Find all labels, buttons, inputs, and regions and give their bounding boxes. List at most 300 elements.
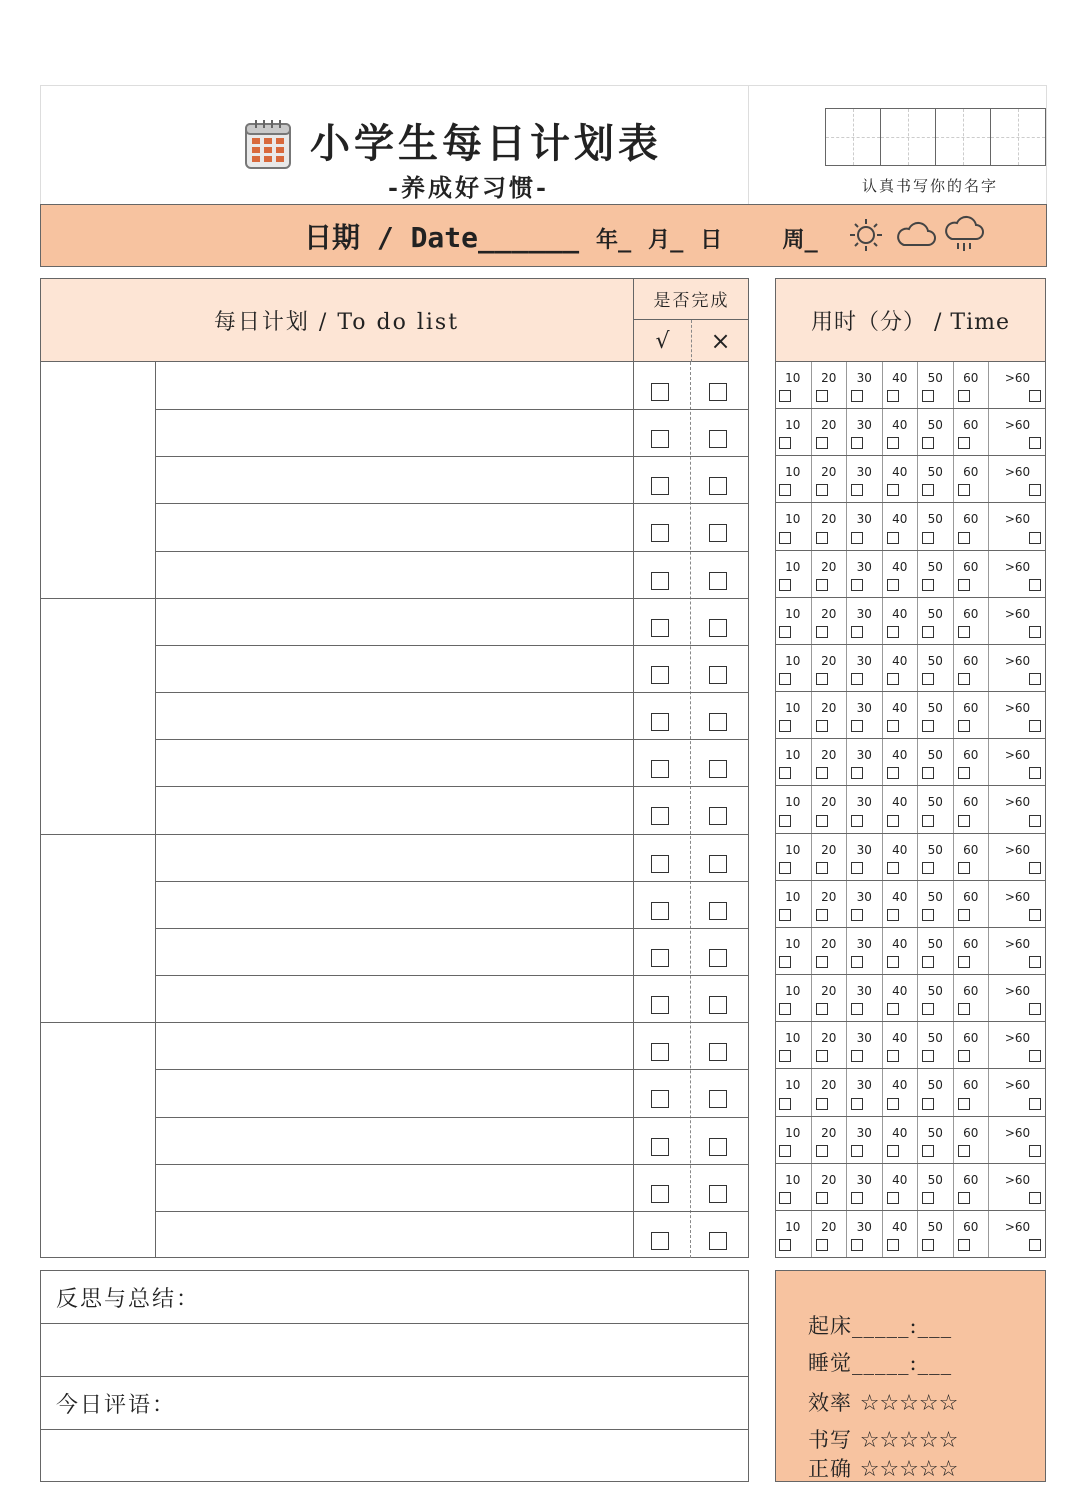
time-checkbox[interactable] — [851, 1145, 863, 1157]
time-checkbox[interactable] — [958, 956, 970, 968]
time-option — [953, 1117, 989, 1163]
time-checkbox[interactable] — [1029, 1192, 1041, 1204]
not-done-checkbox[interactable] — [709, 524, 727, 542]
time-checkbox[interactable] — [922, 1145, 934, 1157]
time-checkbox[interactable] — [779, 1003, 791, 1015]
time-option-label: 10 — [785, 1031, 801, 1046]
month-label: 月 — [648, 228, 671, 253]
time-option — [811, 1117, 847, 1163]
time-checkbox[interactable] — [1029, 1098, 1041, 1110]
time-checkbox[interactable] — [887, 437, 899, 449]
time-checkbox[interactable] — [958, 1192, 970, 1204]
time-option-label: 50 — [927, 748, 943, 763]
not-done-checkbox[interactable] — [709, 996, 727, 1014]
time-checkbox[interactable] — [851, 1239, 863, 1251]
time-checkbox[interactable] — [1029, 673, 1041, 685]
time-option — [988, 409, 1046, 455]
time-option-label: 20 — [821, 842, 837, 857]
time-option-label: >60 — [1004, 1125, 1031, 1140]
time-option-label: 20 — [821, 371, 837, 385]
time-checkbox[interactable] — [958, 1098, 970, 1110]
time-option-label: 30 — [856, 559, 872, 574]
time-checkbox[interactable] — [1029, 1003, 1041, 1015]
time-checkbox[interactable] — [779, 1098, 791, 1110]
time-checkbox[interactable] — [1029, 815, 1041, 827]
time-checkbox[interactable] — [816, 532, 828, 544]
done-checkbox[interactable] — [651, 1043, 669, 1061]
todo-task-field[interactable] — [156, 834, 632, 881]
time-option — [811, 362, 847, 408]
done-checkbox[interactable] — [651, 383, 669, 401]
time-option-label: 30 — [856, 465, 872, 480]
time-option-label: >60 — [1004, 559, 1031, 574]
todo-task-field[interactable] — [156, 503, 632, 550]
time-checkbox[interactable] — [887, 720, 899, 732]
todo-task-field[interactable] — [156, 1164, 632, 1211]
time-checkbox[interactable] — [887, 909, 899, 921]
time-option-label: 60 — [963, 653, 979, 668]
time-checkbox[interactable] — [816, 673, 828, 685]
time-option-label: 20 — [821, 606, 837, 621]
time-checkbox[interactable] — [958, 1145, 970, 1157]
time-checkbox[interactable] — [779, 1239, 791, 1251]
todo-task-field[interactable] — [156, 1022, 632, 1069]
time-checkbox[interactable] — [816, 1239, 828, 1251]
not-done-checkbox[interactable] — [709, 477, 727, 495]
time-checkbox[interactable] — [816, 1003, 828, 1015]
time-checkbox[interactable] — [779, 1145, 791, 1157]
time-option-label: 50 — [927, 889, 943, 904]
time-option-label: 40 — [892, 512, 908, 527]
time-row — [775, 362, 1046, 409]
time-option-label: 10 — [785, 371, 801, 385]
time-checkbox[interactable] — [816, 815, 828, 827]
time-checkbox[interactable] — [922, 532, 934, 544]
done-checkbox[interactable] — [651, 1185, 669, 1203]
time-checkbox[interactable] — [779, 579, 791, 591]
time-option-label: 20 — [821, 1078, 837, 1093]
not-done-checkbox[interactable] — [709, 949, 727, 967]
time-checkbox[interactable] — [851, 484, 863, 496]
time-option-label: 60 — [963, 512, 979, 527]
time-option — [775, 1211, 811, 1257]
time-checkbox[interactable] — [816, 437, 828, 449]
time-option-label: 20 — [821, 748, 837, 763]
not-done-checkbox[interactable] — [709, 1043, 727, 1061]
time-checkbox[interactable] — [1029, 1145, 1041, 1157]
not-done-checkbox[interactable] — [709, 572, 727, 590]
time-option — [775, 928, 811, 974]
time-checkbox[interactable] — [887, 862, 899, 874]
time-checkbox[interactable] — [779, 1050, 791, 1062]
time-checkbox[interactable] — [779, 767, 791, 779]
done-checkbox[interactable] — [651, 996, 669, 1014]
time-checkbox[interactable] — [958, 909, 970, 921]
name-writing-grid[interactable] — [825, 108, 1046, 166]
time-option-label: 10 — [785, 889, 801, 904]
todo-task-field[interactable] — [156, 598, 632, 645]
time-checkbox[interactable] — [816, 767, 828, 779]
star-icon[interactable]: ☆☆☆☆☆ — [859, 1457, 959, 1482]
not-done-checkbox[interactable] — [709, 383, 727, 401]
time-checkbox[interactable] — [922, 767, 934, 779]
time-checkbox[interactable] — [779, 532, 791, 544]
time-option-label: 40 — [892, 559, 908, 574]
time-checkbox[interactable] — [887, 956, 899, 968]
efficiency-rating[interactable]: 效率 ☆☆☆☆☆ — [808, 1391, 959, 1416]
time-checkbox[interactable] — [816, 956, 828, 968]
calendar-icon — [244, 118, 292, 170]
time-checkbox[interactable] — [1029, 862, 1041, 874]
time-option — [917, 1069, 953, 1115]
time-option — [917, 975, 953, 1021]
time-checkbox[interactable] — [958, 579, 970, 591]
todo-task-field[interactable] — [156, 1069, 632, 1116]
not-done-checkbox[interactable] — [709, 855, 727, 873]
time-checkbox[interactable] — [779, 1192, 791, 1204]
not-done-checkbox[interactable] — [709, 713, 727, 731]
done-checkbox[interactable] — [651, 713, 669, 731]
time-checkbox[interactable] — [887, 390, 899, 402]
time-checkbox[interactable] — [922, 437, 934, 449]
done-checkbox[interactable] — [651, 666, 669, 684]
time-checkbox[interactable] — [958, 437, 970, 449]
time-checkbox[interactable] — [887, 532, 899, 544]
done-checkbox[interactable] — [651, 760, 669, 778]
time-option-label: 60 — [963, 795, 979, 810]
time-checkbox[interactable] — [887, 579, 899, 591]
time-option — [953, 1211, 989, 1257]
time-checkbox[interactable] — [887, 815, 899, 827]
time-option — [775, 503, 811, 549]
done-checkbox[interactable] — [651, 477, 669, 495]
time-checkbox[interactable] — [922, 1192, 934, 1204]
time-checkbox[interactable] — [887, 1050, 899, 1062]
time-checkbox[interactable] — [958, 673, 970, 685]
time-checkbox[interactable] — [958, 484, 970, 496]
time-option-label: 50 — [927, 1172, 943, 1187]
time-checkbox[interactable] — [816, 1145, 828, 1157]
time-option — [988, 551, 1046, 597]
time-checkbox[interactable] — [887, 1239, 899, 1251]
time-checkbox[interactable] — [958, 532, 970, 544]
time-option — [882, 1211, 918, 1257]
done-header: 是否完成 — [633, 278, 749, 320]
sleep-time-field[interactable]: 睡觉_____:___ — [808, 1351, 953, 1375]
time-option — [775, 456, 811, 502]
todo-task-field[interactable] — [156, 786, 632, 833]
time-checkbox[interactable] — [816, 720, 828, 732]
time-option — [846, 1164, 882, 1210]
time-option-label: 60 — [963, 1219, 979, 1234]
time-row — [775, 692, 1046, 739]
time-checkbox[interactable] — [816, 862, 828, 874]
accuracy-rating[interactable]: 正确 ☆☆☆☆☆ — [808, 1457, 959, 1482]
not-done-checkbox[interactable] — [709, 1138, 727, 1156]
time-option-label: 20 — [821, 465, 837, 480]
day-label: 日 — [700, 228, 723, 253]
time-checkbox[interactable] — [1029, 437, 1041, 449]
time-checkbox[interactable] — [922, 579, 934, 591]
time-checkbox[interactable] — [851, 1098, 863, 1110]
time-option — [953, 551, 989, 597]
star-icon[interactable]: ☆☆☆☆☆ — [859, 1391, 959, 1416]
time-checkbox[interactable] — [816, 1098, 828, 1110]
not-done-checkbox[interactable] — [709, 666, 727, 684]
time-checkbox[interactable] — [887, 626, 899, 638]
time-checkbox[interactable] — [922, 720, 934, 732]
done-checkbox[interactable] — [651, 619, 669, 637]
time-checkbox[interactable] — [851, 720, 863, 732]
time-checkbox[interactable] — [922, 673, 934, 685]
not-done-checkbox[interactable] — [709, 760, 727, 778]
time-checkbox[interactable] — [851, 1050, 863, 1062]
time-option-label: 20 — [821, 936, 837, 951]
time-checkbox[interactable] — [958, 626, 970, 638]
todo-task-field[interactable] — [156, 645, 632, 692]
time-row — [775, 834, 1046, 881]
time-option-label: 10 — [785, 512, 801, 527]
todo-task-field[interactable] — [156, 362, 632, 409]
star-icon[interactable]: ☆☆☆☆☆ — [859, 1428, 959, 1453]
time-checkbox[interactable] — [922, 1050, 934, 1062]
time-checkbox[interactable] — [922, 1239, 934, 1251]
not-done-checkbox[interactable] — [709, 902, 727, 920]
time-checkbox[interactable] — [922, 390, 934, 402]
todo-task-field[interactable] — [156, 928, 632, 975]
time-checkbox[interactable] — [851, 673, 863, 685]
time-option — [846, 551, 882, 597]
time-checkbox[interactable] — [779, 815, 791, 827]
time-option-label: 10 — [785, 795, 801, 810]
time-checkbox[interactable] — [958, 1003, 970, 1015]
time-option — [917, 645, 953, 691]
time-option — [811, 834, 847, 880]
done-checkbox[interactable] — [651, 430, 669, 448]
time-checkbox[interactable] — [816, 1050, 828, 1062]
todo-task-field[interactable] — [156, 1211, 632, 1258]
time-checkbox[interactable] — [779, 720, 791, 732]
time-option-label: 50 — [927, 936, 943, 951]
todo-task-field[interactable] — [156, 551, 632, 598]
time-checkbox[interactable] — [887, 673, 899, 685]
time-checkbox[interactable] — [1029, 1239, 1041, 1251]
time-option-label: 20 — [821, 559, 837, 574]
time-option — [775, 1164, 811, 1210]
time-option-label: 30 — [856, 936, 872, 951]
time-row — [775, 645, 1046, 692]
time-option-label: 60 — [963, 1172, 979, 1187]
time-checkbox[interactable] — [1029, 484, 1041, 496]
time-checkbox[interactable] — [1029, 909, 1041, 921]
not-done-checkbox[interactable] — [709, 1185, 727, 1203]
time-checkbox[interactable] — [922, 815, 934, 827]
time-option — [917, 881, 953, 927]
time-checkbox[interactable] — [922, 909, 934, 921]
time-option — [846, 1022, 882, 1068]
not-done-checkbox[interactable] — [709, 1090, 727, 1108]
time-checkbox[interactable] — [779, 673, 791, 685]
time-checkbox[interactable] — [958, 390, 970, 402]
time-checkbox[interactable] — [816, 1192, 828, 1204]
todo-task-field[interactable] — [156, 409, 632, 456]
time-checkbox[interactable] — [887, 767, 899, 779]
todo-task-field[interactable] — [156, 692, 632, 739]
time-checkbox[interactable] — [779, 626, 791, 638]
time-checkbox[interactable] — [1029, 532, 1041, 544]
time-checkbox[interactable] — [922, 862, 934, 874]
time-option-label: 50 — [927, 1078, 943, 1093]
time-option — [917, 503, 953, 549]
time-checkbox[interactable] — [851, 815, 863, 827]
time-checkbox[interactable] — [922, 1003, 934, 1015]
time-option — [988, 1069, 1046, 1115]
time-checkbox[interactable] — [779, 956, 791, 968]
time-option — [988, 975, 1046, 1021]
time-row — [775, 409, 1046, 456]
time-option — [953, 881, 989, 927]
time-checkbox[interactable] — [1029, 956, 1041, 968]
time-option-label: 60 — [963, 984, 979, 999]
time-checkbox[interactable] — [851, 767, 863, 779]
not-done-checkbox[interactable] — [709, 807, 727, 825]
time-option-label: 50 — [927, 984, 943, 999]
time-option-label: 10 — [785, 559, 801, 574]
time-option-label: 50 — [927, 795, 943, 810]
time-option-label: 20 — [821, 1031, 837, 1046]
time-checkbox[interactable] — [922, 484, 934, 496]
time-option — [846, 881, 882, 927]
time-checkbox[interactable] — [779, 862, 791, 874]
time-checkbox[interactable] — [851, 437, 863, 449]
time-checkbox[interactable] — [922, 626, 934, 638]
time-option-label: 20 — [821, 418, 837, 433]
time-option — [882, 1117, 918, 1163]
done-checkbox[interactable] — [651, 855, 669, 873]
todo-task-field[interactable] — [156, 881, 632, 928]
time-option — [988, 598, 1046, 644]
time-checkbox[interactable] — [851, 862, 863, 874]
not-done-checkbox[interactable] — [709, 430, 727, 448]
time-row — [775, 881, 1046, 928]
time-checkbox[interactable] — [816, 909, 828, 921]
time-option-label: 50 — [927, 653, 943, 668]
time-row — [775, 786, 1046, 833]
time-checkbox[interactable] — [922, 956, 934, 968]
time-option — [811, 551, 847, 597]
time-checkbox[interactable] — [779, 484, 791, 496]
time-checkbox[interactable] — [816, 390, 828, 402]
done-checkbox[interactable] — [651, 1090, 669, 1108]
time-checkbox[interactable] — [851, 1192, 863, 1204]
time-option-label: 40 — [892, 1219, 908, 1234]
todo-task-field[interactable] — [156, 1117, 632, 1164]
todo-task-field[interactable] — [156, 739, 632, 786]
time-checkbox[interactable] — [922, 1098, 934, 1110]
time-checkbox[interactable] — [1029, 626, 1041, 638]
time-checkbox[interactable] — [887, 1192, 899, 1204]
done-checkbox[interactable] — [651, 1232, 669, 1250]
time-checkbox[interactable] — [1029, 579, 1041, 591]
weather-icons[interactable] — [846, 215, 991, 255]
time-checkbox[interactable] — [887, 1098, 899, 1110]
time-checkbox[interactable] — [958, 862, 970, 874]
not-done-checkbox[interactable] — [709, 619, 727, 637]
time-option-label: 60 — [963, 936, 979, 951]
time-checkbox[interactable] — [887, 1003, 899, 1015]
time-checkbox[interactable] — [1029, 767, 1041, 779]
time-checkbox[interactable] — [779, 437, 791, 449]
writing-rating[interactable]: 书写 ☆☆☆☆☆ — [808, 1428, 959, 1453]
done-checkbox[interactable] — [651, 524, 669, 542]
time-option — [846, 692, 882, 738]
time-checkbox[interactable] — [851, 532, 863, 544]
not-done-checkbox[interactable] — [709, 1232, 727, 1250]
time-option-label: >60 — [1004, 795, 1031, 810]
time-option — [882, 645, 918, 691]
time-option-label: >60 — [1004, 889, 1031, 904]
time-option — [775, 598, 811, 644]
todo-task-field[interactable] — [156, 975, 632, 1022]
time-option — [846, 834, 882, 880]
time-option-label: 40 — [892, 1125, 908, 1140]
done-checkbox[interactable] — [651, 1138, 669, 1156]
time-checkbox[interactable] — [887, 1145, 899, 1157]
time-checkbox[interactable] — [851, 626, 863, 638]
time-checkbox[interactable] — [816, 626, 828, 638]
todo-task-field[interactable] — [156, 456, 632, 503]
time-checkbox[interactable] — [779, 390, 791, 402]
time-checkbox[interactable] — [779, 909, 791, 921]
time-option-label: 40 — [892, 653, 908, 668]
time-checkbox[interactable] — [958, 767, 970, 779]
time-row — [775, 503, 1046, 550]
time-option — [811, 786, 847, 832]
date-line[interactable]: 日期 / Date______ 年_ 月_ 日 周_ — [304, 221, 818, 254]
time-row — [775, 1211, 1046, 1258]
time-option — [775, 975, 811, 1021]
time-option-label: 20 — [821, 1172, 837, 1187]
done-checkbox[interactable] — [651, 572, 669, 590]
time-checkbox[interactable] — [1029, 390, 1041, 402]
done-checkbox[interactable] — [651, 902, 669, 920]
time-checkbox[interactable] — [958, 720, 970, 732]
time-checkbox[interactable] — [851, 909, 863, 921]
done-checkbox[interactable] — [651, 949, 669, 967]
time-option — [988, 881, 1046, 927]
time-checkbox[interactable] — [958, 1050, 970, 1062]
time-option — [953, 975, 989, 1021]
time-checkbox[interactable] — [958, 1239, 970, 1251]
time-checkbox[interactable] — [851, 579, 863, 591]
time-checkbox[interactable] — [958, 815, 970, 827]
time-checkbox[interactable] — [851, 1003, 863, 1015]
time-option-label: 30 — [856, 984, 872, 999]
time-checkbox[interactable] — [1029, 720, 1041, 732]
time-option-label: 40 — [892, 889, 908, 904]
time-checkbox[interactable] — [851, 390, 863, 402]
page-title: 小学生每日计划表 — [310, 120, 662, 167]
time-checkbox[interactable] — [816, 484, 828, 496]
time-checkbox[interactable] — [851, 956, 863, 968]
time-checkbox[interactable] — [887, 484, 899, 496]
time-checkbox[interactable] — [1029, 1050, 1041, 1062]
wake-time-field[interactable]: 起床_____:___ — [808, 1314, 953, 1338]
time-option — [846, 786, 882, 832]
time-option-label: 30 — [856, 1031, 872, 1046]
done-checkbox[interactable] — [651, 807, 669, 825]
time-checkbox[interactable] — [816, 579, 828, 591]
